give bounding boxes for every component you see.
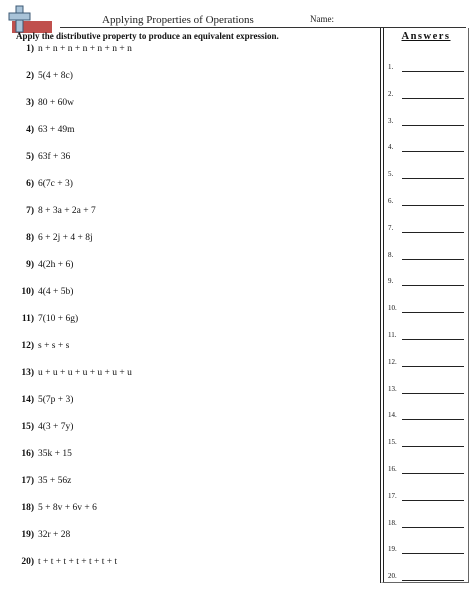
- answers-title: Answers: [401, 31, 451, 42]
- answer-blank[interactable]: [384, 299, 468, 313]
- problem-item: [16, 179, 371, 206]
- answer-number: 14.: [388, 411, 397, 420]
- answer-line: [402, 98, 464, 99]
- problem-item: [16, 71, 371, 98]
- problem-number: 1): [26, 44, 34, 54]
- problem-expression: 4(3 + 7y): [38, 422, 74, 432]
- problem-expression: u + u + u + u + u + u + u: [38, 368, 132, 378]
- problem-number: 2): [26, 71, 34, 81]
- problem-expression: 6(7c + 3): [38, 179, 73, 189]
- answer-line: [402, 527, 464, 528]
- answer-line: [402, 151, 464, 152]
- problem-number: 14): [21, 395, 34, 405]
- answer-number: 1.: [388, 63, 394, 71]
- answer-blank[interactable]: [384, 326, 468, 340]
- problem-expression: 4(4 + 5b): [38, 287, 74, 297]
- answers-panel: [380, 28, 469, 583]
- answer-number: 3.: [388, 116, 394, 125]
- answer-line: [402, 366, 464, 367]
- problem-expression: 35k + 15: [38, 449, 72, 459]
- answer-line: [402, 232, 464, 233]
- answer-line: [402, 259, 464, 260]
- answer-number: 6.: [388, 197, 394, 205]
- problem-item: [16, 557, 371, 584]
- answer-line: [402, 125, 464, 126]
- answer-blank[interactable]: [384, 112, 468, 126]
- name-label: Name:: [310, 14, 334, 24]
- answer-blank[interactable]: [384, 192, 468, 206]
- answer-number: 4.: [388, 143, 394, 152]
- answer-number: 16.: [388, 465, 397, 473]
- answer-blank[interactable]: [384, 514, 468, 528]
- problem-number: 6): [26, 179, 34, 189]
- problem-item: [16, 44, 371, 71]
- problem-item: [16, 476, 371, 503]
- problem-expression: 63 + 49m: [38, 125, 75, 135]
- answer-blank[interactable]: [384, 433, 468, 447]
- answer-number: 13.: [388, 384, 397, 393]
- problem-item: [16, 98, 371, 125]
- answer-line: [402, 553, 464, 554]
- answer-number: 11.: [388, 331, 397, 339]
- answer-blank[interactable]: [384, 406, 468, 420]
- answer-line: [402, 419, 464, 420]
- problem-expression: t + t + t + t + t + t + t: [38, 557, 118, 567]
- problem-item: [16, 314, 371, 341]
- problem-item: [16, 125, 371, 152]
- answer-line: [402, 71, 464, 72]
- answer-blank[interactable]: [384, 272, 468, 286]
- answer-blank[interactable]: [384, 380, 468, 394]
- problem-item: [16, 395, 371, 422]
- problem-expression: 4(2h + 6): [38, 260, 74, 270]
- problem-item: [16, 368, 371, 395]
- problem-number: 20): [21, 557, 34, 567]
- problem-number: 17): [21, 476, 34, 486]
- logo-icon: [6, 4, 54, 34]
- problem-expression: 80 + 60w: [38, 98, 74, 108]
- answer-blank[interactable]: [384, 85, 468, 99]
- problem-expression: n + n + n + n + n + n + n: [38, 44, 132, 54]
- answer-number: 15.: [388, 438, 397, 447]
- problem-expression: 32r + 28: [38, 530, 71, 540]
- problem-number: 9): [26, 260, 34, 270]
- problem-expression: 5(4 + 8c): [38, 71, 73, 81]
- answer-number: 19.: [388, 545, 397, 554]
- answer-blank[interactable]: [384, 567, 468, 581]
- answer-line: [402, 312, 464, 313]
- answer-blank[interactable]: [384, 540, 468, 554]
- problem-number: 10): [21, 287, 34, 297]
- problem-item: [16, 260, 371, 287]
- problem-item: [16, 530, 371, 557]
- answer-number: 8.: [388, 250, 394, 259]
- answer-line: [402, 580, 464, 581]
- answer-number: 7.: [388, 223, 394, 232]
- answer-line: [402, 339, 464, 340]
- problem-item: [16, 503, 371, 530]
- answer-number: 20.: [388, 572, 397, 581]
- answer-number: 17.: [388, 491, 397, 500]
- problem-expression: 8 + 3a + 2a + 7: [38, 206, 96, 216]
- answer-blank[interactable]: [384, 460, 468, 474]
- answer-blank[interactable]: [384, 487, 468, 501]
- answer-blank[interactable]: [384, 246, 468, 260]
- problem-number: 8): [26, 233, 34, 243]
- problem-number: 13): [21, 368, 34, 378]
- answer-blank[interactable]: [384, 138, 468, 152]
- problem-expression: 35 + 56z: [38, 476, 72, 486]
- answer-line: [402, 473, 464, 474]
- answer-blank[interactable]: [384, 219, 468, 233]
- problem-number: 5): [26, 152, 34, 162]
- problem-number: 15): [21, 422, 34, 432]
- answer-line: [402, 205, 464, 206]
- answer-number: 5.: [388, 170, 394, 179]
- problem-number: 4): [26, 125, 34, 135]
- problem-item: [16, 233, 371, 260]
- problem-item: [16, 206, 371, 233]
- answer-blank[interactable]: [384, 353, 468, 367]
- answer-number: 10.: [388, 304, 397, 313]
- problem-expression: 5(7p + 3): [38, 395, 74, 405]
- answer-number: 9.: [388, 277, 394, 286]
- problem-number: 7): [26, 206, 34, 216]
- problem-number: 16): [21, 449, 34, 459]
- answer-line: [402, 446, 464, 447]
- instructions: Apply the distributive property to produce an equivalent expression.: [16, 31, 279, 41]
- answer-line: [402, 500, 464, 501]
- answer-number: 12.: [388, 357, 397, 366]
- answer-blank[interactable]: [384, 58, 468, 72]
- problem-number: 18): [21, 503, 34, 513]
- problem-item: [16, 422, 371, 449]
- problem-item: [16, 341, 371, 368]
- problem-number: 3): [26, 98, 34, 108]
- problem-number: 11): [21, 314, 34, 324]
- problem-expression: 63f + 36: [38, 152, 71, 162]
- answer-line: [402, 285, 464, 286]
- problem-item: [16, 287, 371, 314]
- problem-item: [16, 449, 371, 476]
- problem-number: 19): [21, 530, 34, 540]
- problem-number: 12): [21, 341, 34, 351]
- problem-expression: s + s + s: [38, 341, 70, 351]
- problem-expression: 7(10 + 6g): [38, 314, 79, 324]
- answer-number: 18.: [388, 518, 397, 527]
- answer-blank[interactable]: [384, 165, 468, 179]
- answer-line: [402, 393, 464, 394]
- problem-list: [16, 44, 371, 584]
- problem-expression: 5 + 8v + 6v + 6: [38, 503, 97, 513]
- problem-expression: 6 + 2j + 4 + 8j: [38, 233, 93, 243]
- answer-line: [402, 178, 464, 179]
- answer-number: 2.: [388, 89, 394, 98]
- problem-item: [16, 152, 371, 179]
- page-title: Applying Properties of Operations: [102, 14, 254, 26]
